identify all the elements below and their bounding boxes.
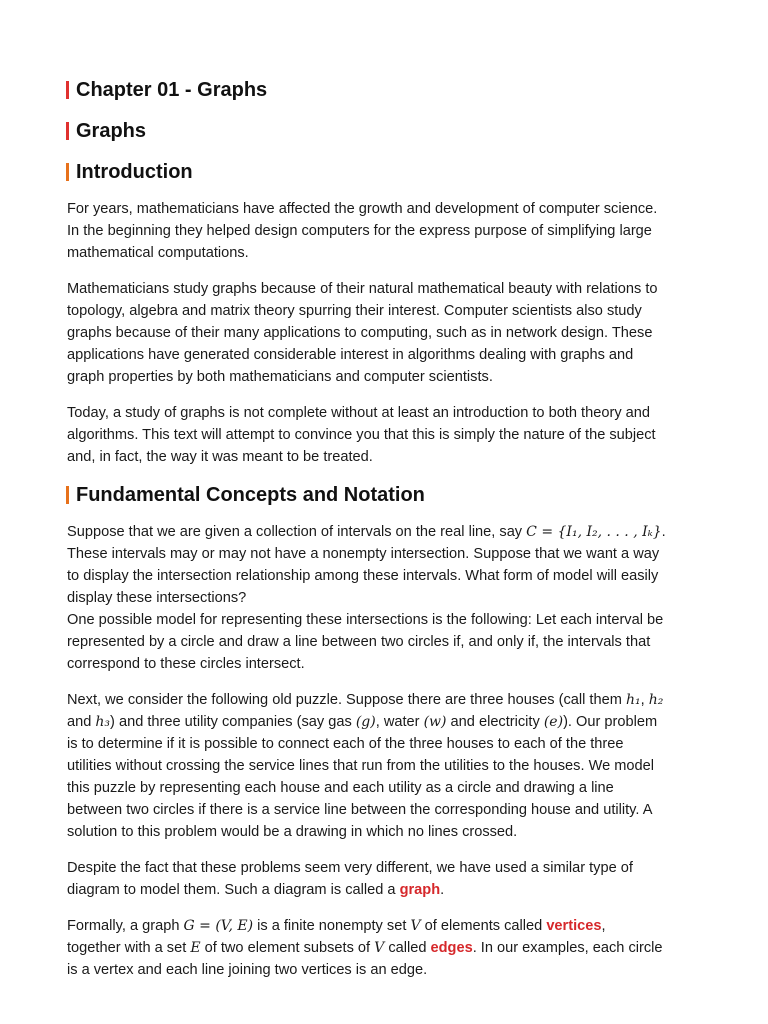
math-w: (w) [423, 714, 447, 730]
chapter-title: Chapter 01 - Graphs [76, 79, 268, 101]
fundamental-title: Fundamental Concepts and Notation [76, 484, 425, 506]
term-graph: graph [399, 882, 441, 898]
heading-accent-bar [66, 486, 69, 504]
chapter-heading [66, 78, 267, 102]
intro-paragraph-1: For years, mathematicians have affected the growth and development of computer science. In the beginning they helped design computers for the express purpose of simplifying large mathematical computations. [67, 201, 658, 261]
fundamental-paragraph-4: Formally, a graph G = (V, E) is a finite nonempty set V of elements called vertices, together with a set E of two element subsets of V called edges. In our examples, each circle is a vertex and each line joining two vertices is an edge. [67, 918, 663, 978]
introduction-title: Introduction [76, 161, 193, 183]
introduction-heading [66, 160, 193, 184]
math-v: V [410, 918, 421, 934]
graphs-title: Graphs [76, 120, 147, 142]
heading-accent-bar [66, 163, 69, 181]
math-v: V [374, 940, 385, 956]
fundamental-heading [66, 483, 425, 507]
term-vertices: vertices [546, 918, 602, 934]
math-graph-def: G = (V, E) [183, 918, 254, 934]
math-e-set: E [190, 940, 201, 956]
fundamental-paragraph-2: Next, we consider the following old puzzle. Suppose there are three houses (call them h₁, h₂ and h₃) and three utility companies (say gas (g), water (w) and electricity (e)). Our problem is to determine if it is possible to connect each of the three houses to each of the three utilities without crossing the service lines that run from the utilities to the houses. We model this puzzle by representing each house and each utility as a circle and drawing a line between two circles if there is a service line between the corresponding house and utility. A solution to this problem would be a drawing in which no lines crossed. [67, 692, 664, 840]
graphs-heading [66, 119, 146, 143]
math-h2: h₂ [648, 692, 664, 708]
fundamental-paragraph-3: Despite the fact that these problems seem very different, we have used a similar type of diagram to model them. Such a diagram is called a graph. [67, 860, 633, 898]
term-edges: edges [430, 940, 473, 956]
intro-paragraph-2: Mathematicians study graphs because of their natural mathematical beauty with relations to topology, algebra and matrix theory spurring their interest. Computer scientists also study graphs because of their many applications to computing, such as in network design. These applications have generated considerable interest in algorithms dealing with graphs and graph properties by both mathematicians and computer scientists. [67, 281, 658, 385]
fundamental-paragraph-1: Suppose that we are given a collection of intervals on the real line, say C = {I₁, I₂, . . . , Iₖ}. These intervals may or may not have a nonempty intersection. Suppose that we want a way to display the intersection relationship among these intervals. What form of model will easily display these intersections? One possible model for representing these intersections is the following: Let each interval be represented by a circle and draw a line between two circles if, and only if, the intervals that correspond to these circles intersect. [67, 524, 666, 672]
math-interval-set: C = {I₁, I₂, . . . , Iₖ} [526, 524, 662, 540]
intro-paragraph-3: Today, a study of graphs is not complete without at least an introduction to both theory and algorithms. This text will attempt to convince you that this is simply the nature of the subject and, in fact, the way it was meant to be treated. [67, 405, 656, 465]
math-h3: h₃ [95, 714, 111, 730]
math-g: (g) [355, 714, 376, 730]
heading-accent-bar [66, 122, 69, 140]
math-h1: h₁ [625, 692, 641, 708]
math-e: (e) [543, 714, 564, 730]
heading-accent-bar [66, 81, 69, 99]
